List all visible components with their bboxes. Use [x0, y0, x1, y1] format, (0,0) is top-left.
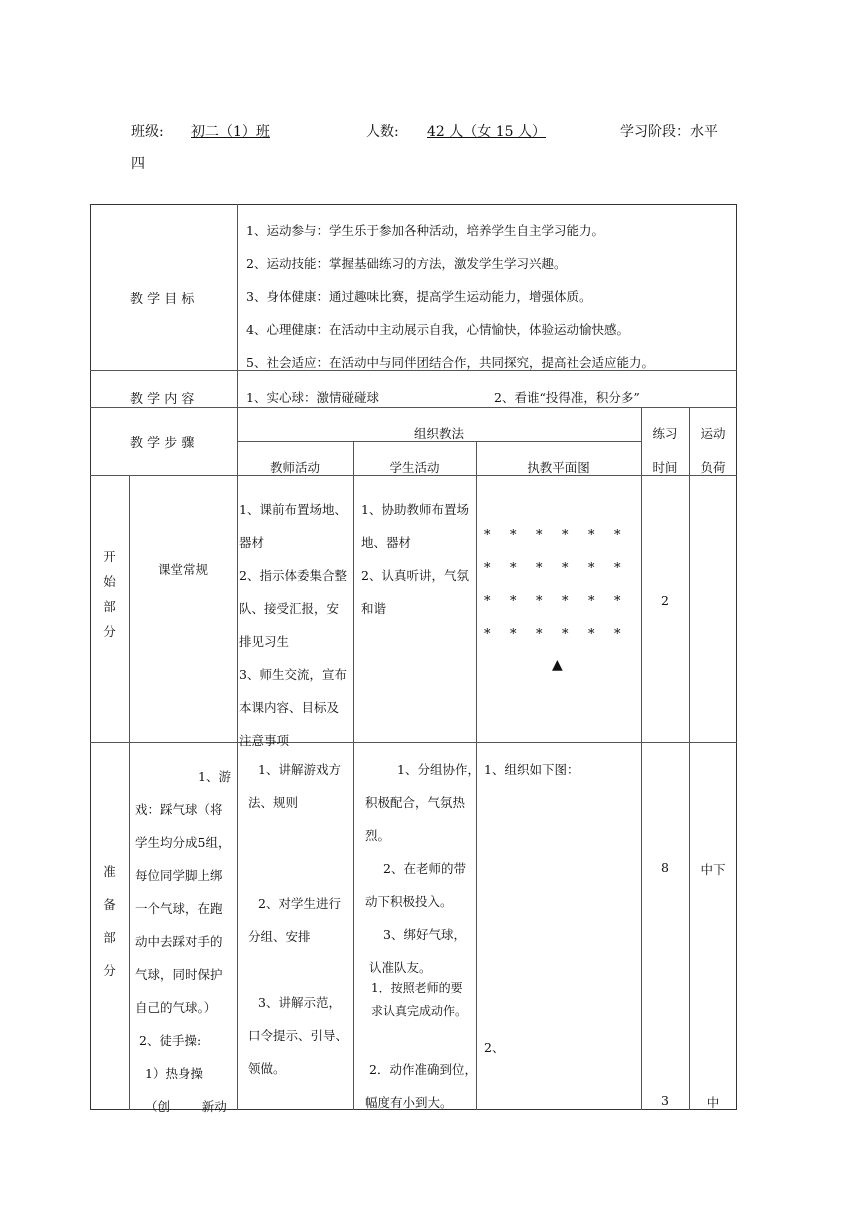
student-position-star: *	[588, 627, 595, 642]
objective-4: 4、心理健康：在活动中主动展示自我，心情愉快，体验运动愉快感。	[246, 322, 629, 337]
objective-3: 3、身体健康：通过趣味比赛，提高学生运动能力，增强体质。	[246, 289, 592, 304]
col-divider-time	[689, 407, 690, 1110]
prep-section-name: 1、游 戏：踩气球（将 学生均分成5组， 每位同学脚上绑 一个气球，在跑 动中去踩对手的 气球，同时保护 自己的气球。） 2、徒手操: 1）热身操 （创 新动	[135, 769, 231, 1114]
student-position-star: *	[510, 627, 517, 642]
objectives-label: 教 学 目 标	[130, 292, 195, 307]
objective-5: 5、社会适应：在活动中与同伴团结合作，共同探究，提高社会适应能力。	[246, 355, 654, 370]
student-position-star: *	[510, 528, 517, 543]
student-position-star: *	[614, 528, 621, 543]
student-activity-header: 学生活动	[389, 460, 440, 475]
teacher-activity-header: 教师活动	[269, 460, 320, 475]
student-position-star: *	[614, 594, 621, 609]
load-header-2: 负荷	[700, 460, 726, 475]
start-part-label: 开 始 部 分	[103, 549, 116, 639]
time-header-1: 练习	[652, 426, 678, 441]
teacher-marker-triangle: ▲	[552, 657, 563, 673]
student-position-star: *	[510, 561, 517, 576]
load-header-1: 运动	[700, 426, 726, 441]
student-position-star: *	[484, 528, 491, 543]
start-section-name: 课堂常规	[158, 562, 209, 577]
objective-2: 2、运动技能：掌握基础练习的方法，激发学生学习兴趣。	[246, 256, 567, 271]
prep-time-1: 8	[661, 860, 669, 875]
prep-time-2: 3	[661, 1093, 669, 1108]
org-method-header: 组织教法	[413, 426, 464, 441]
student-position-star: *	[562, 594, 569, 609]
start-student-activity: 1、协助教师布置场 地、器材 2、认真听讲，气氛 和谐	[361, 502, 469, 616]
content-label: 教 学 内 容	[130, 392, 195, 407]
time-header-2: 时间	[652, 460, 678, 475]
class-value: 初二（1）班	[191, 124, 270, 140]
col-divider-teacher	[353, 441, 354, 1110]
prep-load-1: 中下	[700, 862, 726, 877]
student-position-star: *	[562, 528, 569, 543]
student-position-star: *	[536, 528, 543, 543]
student-position-star: *	[562, 561, 569, 576]
student-position-star: *	[536, 561, 543, 576]
prep-diagram-note-2: 2、	[484, 1040, 505, 1055]
student-position-star: *	[484, 561, 491, 576]
class-label: 班级:	[131, 124, 164, 140]
count-value: 42 人（女 15 人）	[427, 124, 546, 140]
stage-continued: 四	[131, 156, 145, 172]
count-label: 人数:	[366, 124, 399, 140]
col-divider-label	[237, 204, 238, 1110]
stage-label: 学习阶段：水平	[620, 124, 718, 140]
student-position-star: *	[588, 561, 595, 576]
diagram-header: 执教平面图	[527, 460, 590, 475]
student-position-star: *	[484, 627, 491, 642]
student-position-star: *	[562, 627, 569, 642]
student-position-star: *	[588, 594, 595, 609]
col-divider-part	[129, 475, 130, 1110]
steps-label: 教 学 步 骤	[130, 436, 195, 451]
start-teacher-activity: 1、课前布置场地、 器材 2、指示体委集合整 队、接受汇报，安 排见习生 3、师生交流，宣布 本课内容、目标及 注意事项	[239, 502, 347, 748]
objective-1: 1、运动参与：学生乐于参加各种活动，培养学生自主学习能力。	[246, 223, 604, 238]
col-divider-diagram	[641, 407, 642, 1110]
student-position-star: *	[536, 594, 543, 609]
student-position-star: *	[614, 561, 621, 576]
row-divider-content	[90, 407, 737, 408]
student-position-star: *	[588, 528, 595, 543]
prep-diagram-note-1: 1、组织如下图：	[484, 762, 580, 777]
student-position-star: *	[484, 594, 491, 609]
student-position-star: *	[614, 627, 621, 642]
student-position-star: *	[536, 627, 543, 642]
student-position-star: *	[510, 594, 517, 609]
prep-part-label: 准 备 部 分	[103, 864, 116, 978]
prep-load-2: 中	[706, 1095, 720, 1110]
row-divider-start	[90, 742, 737, 743]
content-item-1: 1、实心球：激情碰碰球	[246, 390, 379, 405]
start-time: 2	[661, 593, 669, 608]
content-item-2: 2、看谁“投得准，积分多”	[494, 390, 640, 405]
